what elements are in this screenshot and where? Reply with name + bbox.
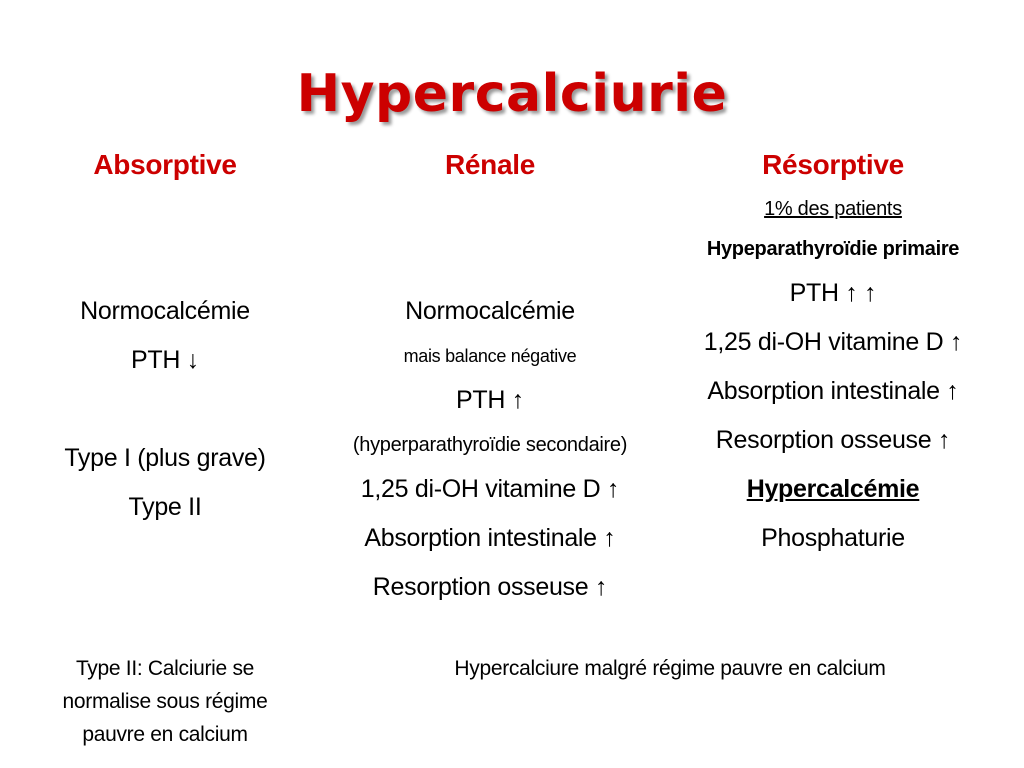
renale-item-hyperparathyroidie: (hyperparathyroïdie secondaire) xyxy=(352,434,628,456)
column-resorptive xyxy=(660,140,1006,563)
renale-item-resorption: Resorption osseuse ↑ xyxy=(372,573,608,601)
note-absorptive-line: Type II: Calciurie se xyxy=(75,657,255,680)
resorptive-item-absorption: Absorption intestinale ↑ xyxy=(707,377,959,405)
resorptive-item-resorption: Resorption osseuse ↑ xyxy=(715,426,951,454)
renale-item-normocalcemie: Normocalcémie xyxy=(405,297,575,325)
spacer xyxy=(30,385,300,434)
resorptive-subheader-patients: 1% des patients xyxy=(764,198,902,220)
absorptive-item-type-1: Type I (plus grave) xyxy=(64,444,266,472)
resorptive-subheader-hyperparathyroidie: Hypeparathyroïdie primaire xyxy=(706,238,960,260)
resorptive-item-hypercalcemie: Hypercalcémie xyxy=(746,475,920,503)
renale-item-pth: PTH ↑ xyxy=(456,386,524,414)
column-absorptive xyxy=(30,140,300,532)
column-header-resorptive: Résorptive xyxy=(762,149,904,180)
column-header-renale: Rénale xyxy=(444,149,536,180)
resorptive-item-vitamine-d: 1,25 di-OH vitamine D ↑ xyxy=(703,328,963,356)
renale-item-balance-negative: mais balance négative xyxy=(403,346,577,366)
note-absorptive-line: pauvre en calcium xyxy=(82,723,248,746)
resorptive-item-pth: PTH ↑ ↑ xyxy=(789,279,877,307)
column-renale xyxy=(330,140,650,612)
renale-item-vitamine-d: 1,25 di-OH vitamine D ↑ xyxy=(360,475,620,503)
note-absorptive xyxy=(30,652,300,751)
absorptive-item-type-2: Type II xyxy=(128,493,202,521)
page-title: Hypercalciurie xyxy=(296,64,728,124)
note-absorptive-line: normalise sous régime xyxy=(62,690,268,713)
resorptive-item-phosphaturie: Phosphaturie xyxy=(761,524,905,552)
absorptive-item-normocalcemie: Normocalcémie xyxy=(80,297,250,325)
spacer xyxy=(30,189,300,287)
column-header-absorptive: Absorptive xyxy=(93,149,237,180)
absorptive-item-pth: PTH ↓ xyxy=(131,346,199,374)
spacer xyxy=(330,189,650,287)
note-renal-resorptive: Hypercalciure malgré régime pauvre en calcium xyxy=(454,657,886,680)
renale-item-absorption: Absorption intestinale ↑ xyxy=(364,524,616,552)
